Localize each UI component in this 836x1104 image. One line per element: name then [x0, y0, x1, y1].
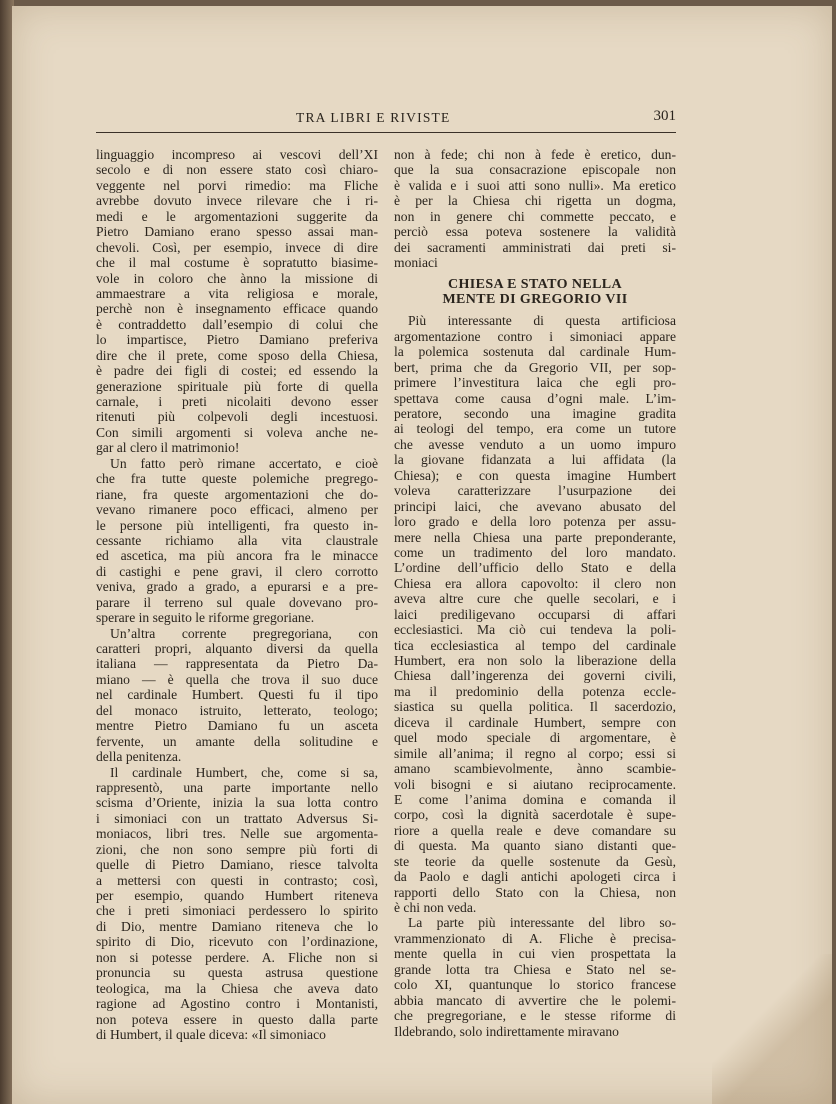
text-line: Il cardinale Humbert, che, come si sa,	[110, 764, 378, 780]
text-line: teologica, ma la Chiesa che aveva dato	[96, 980, 378, 996]
text-line: ste teorie da quelle sostenute da Gesù,	[394, 853, 676, 869]
text-line: a mettersi con questi in contrasto; così,	[96, 872, 378, 888]
text-line: mente quella in cui vien prospettata la	[394, 946, 676, 962]
text-line: primere l’investitura laica che egli pro-	[394, 375, 676, 391]
text-line: dire che il prete, come sposo della Chiesa,	[96, 347, 378, 363]
text-line: bert, prima che da Gregorio VII, per sop-	[394, 359, 676, 375]
text-line: que la sua consacrazione episcopale non	[394, 162, 676, 178]
header-rule	[96, 132, 676, 133]
text-line: simile all’anima; il regno al corpo; essi si	[394, 745, 676, 761]
text-line: dei sacramenti amministrati dai preti si-	[394, 239, 676, 255]
text-line: riore a quella reale e deve comandare su	[394, 822, 676, 838]
text-line: scisma d’Oriente, inizia la sua lotta contro	[96, 795, 378, 811]
text-line: loro grado e della loro potenza per assu-	[394, 514, 676, 530]
text-line: i simoniaci con un trattato Adversus Si-	[96, 810, 378, 826]
text-line: grande lotta tra Chiesa e Stato nel se-	[394, 961, 676, 977]
text-line: veggente nel porvi rimedio: ma Fliche	[96, 177, 378, 193]
text-line: rappresentò, una parte importante nello	[96, 779, 378, 795]
text-line: italiana — rappresentata da Pietro Da-	[96, 656, 378, 672]
text-line: vrammenzionato di A. Fliche è precisa-	[394, 930, 676, 946]
text-line: del monaco istruito, letterato, teologo;	[96, 702, 378, 718]
text-line: E come l’anima domina e comanda il	[394, 791, 676, 807]
text-line: zioni, che non sono sempre più forti di	[96, 841, 378, 857]
text-line: non poteva essere in questo dalla parte	[96, 1011, 378, 1027]
text-line: rapporti dello Stato con la Chiesa, non	[394, 884, 676, 900]
text-line: è chi non veda.	[394, 900, 477, 915]
text-line: amano scambievolmente, ànno scambie-	[394, 761, 676, 777]
text-line: la polemica sostenuta dal cardinale Hum-	[394, 344, 676, 360]
text-line: quel modo speciale di argomentare, è	[394, 730, 676, 746]
text-line: Chiesa era allora capovolto: il clero non	[394, 575, 676, 591]
running-title: TRA LIBRI E RIVISTE	[296, 110, 451, 125]
text-line: ma il predominio della potenza eccle-	[394, 683, 676, 699]
text-line: Pietro Damiano erano spesso assai man-	[96, 224, 378, 240]
text-line: parare il terreno sul quale dovevano pro-	[96, 594, 378, 610]
text-line: tica ecclesiastica al tempo del cardinale	[394, 637, 676, 653]
text-line: chevoli. Così, per esempio, invece di dire	[96, 239, 378, 255]
text-line: di Dio, mentre Damiano riteneva che lo	[96, 918, 378, 934]
text-line: miano — è quella che trova il suo duce	[96, 671, 378, 687]
text-line: ai teologi del tempo, era come un tutore	[394, 421, 676, 437]
text-line: di Humbert, il quale diceva: «Il simoniaco	[96, 1026, 326, 1042]
text-line: aveva altre cure che quelle secolari, e i	[394, 591, 676, 607]
text-line: L’ordine dell’ufficio dello Stato e della	[394, 560, 676, 576]
text-line: principi laici, che avevano abusato del	[394, 498, 676, 514]
text-line: Ildebrando, solo indirettamente miravano	[394, 1023, 619, 1039]
right-column	[394, 147, 676, 1039]
text-line: come un tradimento del loro mandato.	[394, 544, 676, 560]
text-line: di castighi e pene gravi, il clero corrotto	[96, 563, 378, 579]
text-line: Un’altra corrente pregregoriana, con	[110, 625, 378, 641]
text-line: ragione ad Agostino contro i Montanisti,	[96, 996, 378, 1012]
text-line: vole in coloro che ànno la missione di	[96, 270, 378, 286]
running-header	[96, 110, 676, 132]
text-line: è padre dei figli di costei; ed essendo la	[96, 363, 378, 379]
text-line: carnale, i preti nicolaiti devono esser	[96, 394, 378, 409]
text-line: ammaestrare a vita religiosa e morale,	[96, 285, 378, 301]
text-line: generazione spirituale più forte di quella	[96, 378, 378, 394]
text-line: moniacos, libri tres. Nelle sue argomenta-	[96, 826, 378, 842]
text-line: siastica su quella politica. Il sacerdozio,	[394, 699, 676, 715]
text-line: linguaggio incompreso ai vescovi dell’XI	[96, 147, 378, 162]
page-number: 301	[653, 108, 676, 124]
text-line: medi e le argomentazioni suggerite da	[96, 208, 378, 224]
text-line: corpo, così la dignità sacerdotale è supe-	[394, 807, 676, 823]
text-line: fervente, un amante della solitudine e	[96, 733, 378, 749]
text-line: che pregregoriane, e le stesse riforme di	[394, 1008, 676, 1024]
text-line: colo XI, quantunque lo storico francese	[394, 977, 676, 993]
text-line: non si potesse perdere. A. Fliche non si	[96, 949, 378, 965]
text-line: Con simili argomenti si voleva anche ne-	[96, 424, 378, 440]
text-line: sperare in seguito le riforme gregoriane.	[96, 610, 315, 626]
text-line: diceva il cardinale Humbert, sempre con	[394, 714, 676, 730]
text-line: cessante richiamo alla vita claustrale	[96, 532, 378, 548]
text-line: che i preti simoniaci perdessero lo spirito	[96, 903, 378, 919]
text-line: secolo e di non essere stato così chiaro-	[96, 162, 378, 178]
text-line: avrebbe dovuto invece rilevare che i ri-	[96, 193, 378, 209]
text-line: è per la Chiesa chi rigetta un dogma,	[394, 193, 676, 209]
text-line: pronuncia su questa astrusa questione	[96, 965, 378, 981]
text-line: Più interessante di questa artificiosa	[408, 313, 676, 329]
text-line: che fra tutte queste polemiche pregrego-	[96, 471, 378, 487]
text-line: caratteri propri, alquanto diversi da quella	[96, 641, 378, 656]
text-line: ritenuti più colpevoli degli incestuosi.	[96, 409, 378, 425]
text-line: di questa. Ma quanto siano distanti que-	[394, 838, 676, 854]
text-line: mentre Pietro Damiano fu un asceta	[96, 718, 378, 734]
text-line: quelle di Pietro Damiano, riesce talvolta	[96, 857, 378, 873]
text-line: perciò essa poteva sostenere la validità	[394, 224, 676, 240]
text-line: non in genere chi commette peccato, e	[394, 208, 676, 224]
text-line: moniaci	[394, 255, 438, 271]
text-line: spirito di Dio, ricevuto con l’ordinazione,	[96, 934, 378, 950]
text-line: per esempio, quando Humbert riteneva	[96, 888, 378, 903]
text-line: voleva caratterizzare l’usurpazione dei	[394, 483, 676, 499]
text-line: abbia mancato di avvertire che le polemi-	[394, 992, 676, 1008]
text-line: voli bisogni e si aiutano reciprocamente.	[394, 776, 676, 792]
text-line: argomentazione contro i simoniaci appare	[394, 328, 676, 344]
section-heading: CHIESA E STATO NELLA	[447, 276, 623, 292]
text-line: riane, fra queste argomentazioni che do-	[96, 486, 378, 502]
text-line: gar al clero il matrimonio!	[96, 440, 240, 456]
text-line: ecclesiastici. Ma ciò cui tendeva la poli-	[394, 622, 676, 638]
text-line: che avesse venduto a un uomo impuro	[394, 436, 676, 452]
text-line: Humbert, era non solo la liberazione della	[394, 653, 676, 668]
paper-crease	[712, 954, 832, 1104]
left-column	[96, 147, 378, 1042]
text-line: mere nella Chiesa una parte preponderante,	[394, 529, 676, 545]
text-line: le persone più intelligenti, fra questo in-	[96, 517, 378, 533]
section-heading: MENTE DI GREGORIO VII	[442, 291, 628, 307]
text-line: è valida e i suoi atti sono nulli». Ma eretico	[394, 177, 676, 193]
text-line: lo impartisce, Pietro Damiano preferiva	[96, 332, 378, 348]
text-line: Chiesa); e con questa imagine Humbert	[394, 467, 676, 483]
text-line: che il mal costume è sopratutto biasime-	[96, 255, 378, 271]
text-line: vevano rimanere poco efficaci, almeno per	[96, 502, 378, 518]
text-line: peratore, secondo una imagine gradita	[394, 406, 676, 421]
text-line: laici prediligevano occuparsi di affari	[394, 606, 676, 622]
text-line: la giovane fidanzata a lui affidata (la	[394, 452, 676, 468]
text-line: veniva, grado a grado, a epurarsi e a pre-	[96, 579, 378, 595]
text-line: spettava come causa d’ogni male. L’im-	[394, 390, 676, 406]
text-line: perchè non è insegnamento efficace quando	[96, 301, 378, 317]
text-line: La parte più interessante del libro so-	[408, 915, 676, 931]
text-line: Chiesa dall’ingerenza dei governi civili,	[394, 668, 676, 684]
text-line: Un fatto però rimane accertato, e cioè	[110, 455, 378, 471]
text-line: è contraddetto dall’esempio di colui che	[96, 316, 378, 332]
text-line: nel cardinale Humbert. Questi fu il tipo	[96, 687, 378, 703]
text-line: ed ascetica, ma più ancora fra le minacce	[96, 548, 378, 564]
text-line: non à fede; chi non à fede è eretico, dun-	[394, 147, 676, 162]
text-line: della penitenza.	[96, 749, 182, 765]
text-line: da Paolo e dagli antichi apologeti circa i	[394, 869, 676, 885]
